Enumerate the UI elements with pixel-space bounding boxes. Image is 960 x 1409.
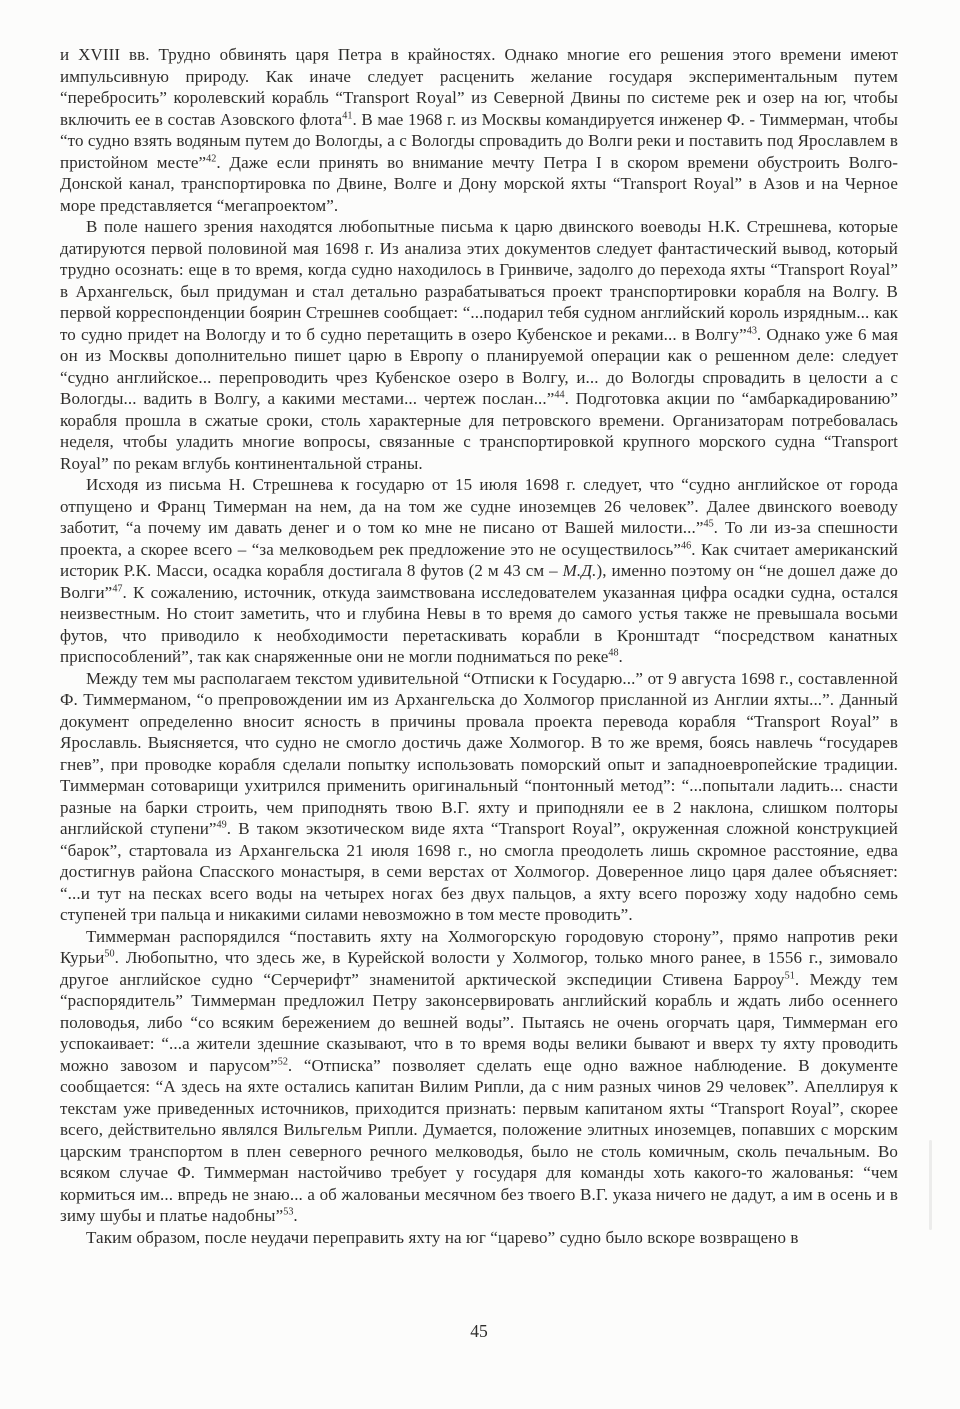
text-run: . bbox=[293, 1206, 298, 1225]
footnote-ref: 53 bbox=[283, 1206, 294, 1218]
paragraph bbox=[60, 668, 898, 926]
text-run: . Подготовка акции по “амбаркадированию” корабля прошла в сжатые сроки, столь характерные для петровского времени. Организаторам потребовалась неделя, чтобы уладить многие вопросы, связанные с транспортировкой крупного морского судна “Transport Royal” по рекам вглубь континентальной страны. bbox=[60, 389, 898, 473]
scan-artifact bbox=[929, 1140, 932, 1230]
text-run: . Любопытно, что здесь же, в Курейской волости у Холмогор, только много ранее, в 1556 г., зимовало другое английское судно “Серчерифт” знаменитой арктической экспедиции Стивена Барроу bbox=[60, 948, 898, 989]
footnote-ref: 42 bbox=[206, 152, 217, 164]
paragraph bbox=[60, 44, 898, 216]
text-run: ), именно поэтому он “не дошел даже до Волги” bbox=[60, 561, 898, 602]
text-run: . Между тем “распорядитель” Тиммерман предложил Петру законсервировать английский корабль и ждать либо осеннего половодья, либо “со всяким бережением до вешней воды”. Пытаясь не очень огорчать царя, Тиммерман его успокаивает: “...а жители здешние сказывают, что в то время воды велики бывают и вверх ту яхту проводить можно завозом и парусом” bbox=[60, 969, 898, 1075]
footnote-ref: 48 bbox=[608, 647, 619, 659]
text-run: . К сожалению, источник, откуда заимствована исследователем указанная цифра осадки судна, остался неизвестным. Но стоит заметить, что и глубина Невы в то время до самого устья также не превышала восьми футов, что приводило к необходимости перетаскивать корабли в Кронштадт “посредством канатных приспособлений”, так как снаряженные они не могли подниматься по реке bbox=[60, 582, 898, 666]
footnote-ref: 52 bbox=[277, 1055, 288, 1067]
paragraph bbox=[60, 474, 898, 668]
text-run: . В мае 1968 г. из Москвы командируется инженер Ф. - Тиммерман, чтобы “то судно взять водяным путем до Вологды, а с Вологды спровадить до Волги реки и поставить под Ярославлем в пристойном месте” bbox=[60, 109, 899, 172]
text-run: . Даже если принять во внимание мечту Петра I в скором времени обустроить Волго-Донской канал, транспортировка по Двине, Волге и Дону морской яхты “Transport Royal” в Азов и на Черное море представляется “мегапроектом”. bbox=[60, 152, 898, 215]
text-run: Между тем мы располагаем текстом удивительной “Отписки к Государю...” от 9 августа 1698 г., составленной Ф. Тиммерманом, “о препровождении им из Архангельска до Холмогор присланной из Англии яхты...”. Данный документ определенно вносит ясность в причины провала проекта перевода корабля “Transport Royal” в Ярославль. Выясняется, что судно не смогло достичь даже Холмогор. В то же время, боясь навлечь “государев гнев”, при проводке корабля сделали попытку использовать поморский опыт и западноевропейские традиции. Тиммерман сотоварищи ухитрился применить оригинальный “понтонный метод”: “...попытали ладить... снасти разные на барки строить, чем приподнять твою В.Г. яхту и приподняли ее в 2 наклона, слишком полторы английской ступени” bbox=[60, 668, 898, 838]
text-run: В поле нашего зрения находятся любопытные письма к царю двинского воеводы Н.К. Стрешнева, которые датируются первой половиной мая 1698 г. Из анализа этих документов следует фантастический вывод, который трудно осознать: еще в то время, когда судно находилось в Гринвиче, задолго до перехода яхты “Transport Royal” в Архангельск, был придуман и стал детально разрабатываться проект транспортировки корабля на Волгу. В первой корреспонденции боярин Стрешнев сообщает: “...подарил тебя судном английский король изрядным... как то судно придет на Вологду и то б судно перетащить в озеро Кубенское и реками... в Волгу” bbox=[60, 217, 898, 344]
text-run: . “Отписка” позволяет сделать еще одно важное наблюдение. В документе сообщается: “А здесь на яхте остались капитан Вилим Рипли, да с ним разных чинов 29 человек”. Апеллируя к текстам уже приведенных источников, приходится признать: первым капитаном яхты “Transport Royal”, скорее всего, действительно являлся Вильгельм Рипли. Думается, положение элитных иноземцев, попавших с морским царским транспортом в плен северного речного мелководья, было не столь комичным, сколь печальным. Во всяком случае Ф. Тиммерман настойчиво требует у государя для команды хоть какого-то жалованья: “чем кормиться им... впредь не знаю... а об жалованьи месячном без твоего В.Г. указа ничего не дадут, а им в осень и в зиму шубы и платье надобны” bbox=[60, 1055, 898, 1225]
footnote-ref: 46 bbox=[681, 539, 692, 551]
page-body-text bbox=[60, 44, 898, 1248]
footnote-ref: 49 bbox=[216, 819, 227, 831]
text-run: Таким образом, после неудачи переправить яхту на юг “царево” судно было вскоре возвращено в bbox=[86, 1227, 799, 1247]
footnote-ref: 44 bbox=[554, 389, 565, 401]
text-run: и XVIII вв. Трудно обвинять царя Петра в крайностях. Однако многие его решения этого времени имеют импульсивную природу. Как иначе следует расценить желание государя экспериментальным путем “перебросить” королевский корабль “Transport Royal” из Северной Двины по системе рек и озер на юг, чтобы включить ее в состав Азовского флота bbox=[60, 45, 898, 129]
text-run: Исходя из письма Н. Стрешнева к государю от 15 июля 1698 г. следует, что “судно английское от города отпущено и Франц Тимерман на нем, да на том же судне иноземцев 26 человек”. Далее двинского воеводу заботит, “а почему им давать денег и о том ко мне не писано от Вашей милости...” bbox=[60, 475, 898, 537]
footnote-ref: 41 bbox=[342, 109, 353, 121]
footnote-ref: 51 bbox=[784, 969, 795, 981]
paragraph bbox=[60, 1227, 898, 1249]
paragraph bbox=[60, 216, 898, 474]
text-run: . Как считает американский историк Р.К. Масси, осадка корабля достигала 8 футов (2 м 43 см – bbox=[60, 539, 898, 580]
footnote-ref: 43 bbox=[746, 324, 757, 336]
text-run: Тиммерман распорядился “поставить яхту на Холмогорскую городовую сторону”, прямо напротив реки Курьи bbox=[60, 926, 898, 967]
text-run: . То ли из-за спешности проекта, а скорее всего – “за мелководьем рек предложение это не осуществилось” bbox=[60, 518, 899, 559]
text-run: . Однако уже 6 мая он из Москвы дополнительно пишет царю в Европу о планируемой операции как о решенном деле: следует “судно английское... перепроводить чрез Кубенское озеро в Волгу, и... до Вологды спровадить в целости а с Вологды... вадить в Волгу, а какими местами... чертеж послан...” bbox=[60, 324, 898, 408]
text-run: . bbox=[618, 647, 623, 666]
footnote-ref: 50 bbox=[104, 948, 115, 960]
page-number: 45 bbox=[470, 1321, 488, 1341]
italic-run: М.Д. bbox=[562, 561, 597, 580]
paragraph bbox=[60, 926, 898, 1227]
footnote-ref: 45 bbox=[703, 518, 714, 530]
footnote-ref: 47 bbox=[112, 582, 123, 594]
text-run: . В таком экзотическом виде яхта “Transport Royal”, окруженная сложной конструкцией “барок”, стартовала из Архангельска 21 июля 1698 г., но смогла преодолеть лишь скромное расстояние, едва достигнув района Спасского монастыря, в семи верстах от Холмогор. Доверенное лицо царя далее объясняет: “...и тут на песках всего воды на четырех ногах без двух пальцов, а яхту всего порозжу ходу надобно семь ступеней три пальца и никакими силами невозможно в том месте проводить”. bbox=[60, 819, 898, 924]
